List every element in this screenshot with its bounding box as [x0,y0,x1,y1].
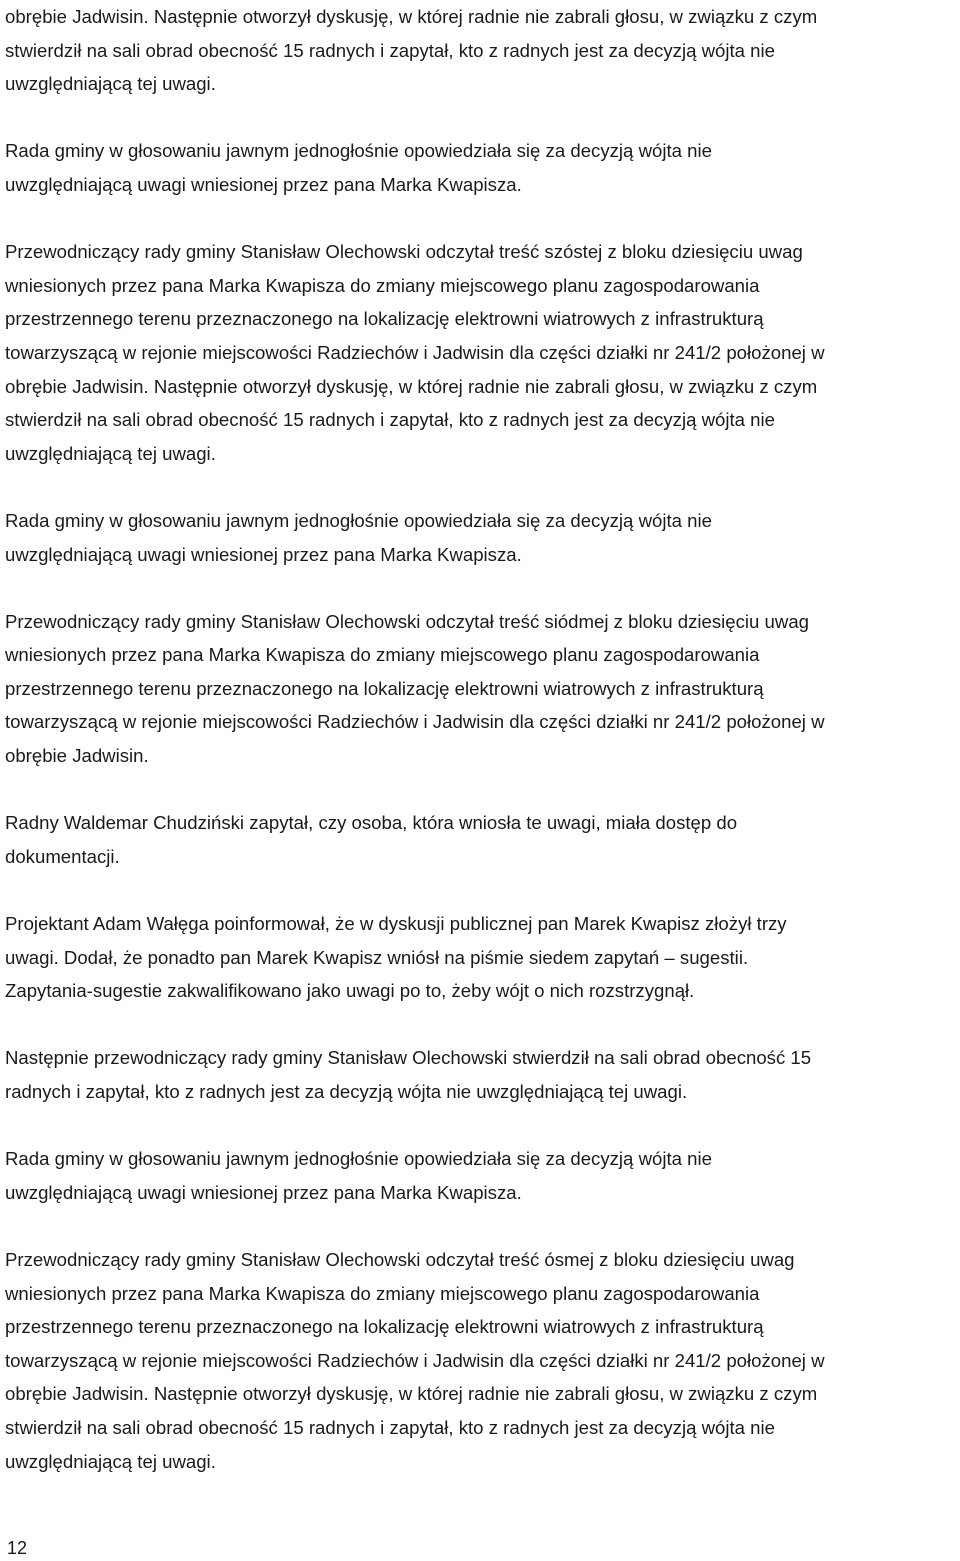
text-line: uwzględniającą tej uwagi. [5,1450,216,1472]
text-line: Zapytania-sugestie zakwalifikowano jako uwagi po to, żeby wójt o nich rozstrzygnął. [5,980,695,1002]
text-line: wniesionych przez pana Marka Kwapisza do zmiany miejscowego planu zagospodarowania [5,644,760,666]
paragraph-p3 [5,235,957,470]
text-line: wniesionych przez pana Marka Kwapisza do zmiany miejscowego planu zagospodarowania [5,1282,760,1304]
text-line: radnych i zapytał, kto z radnych jest za decyzją wójta nie uwzględniającą tej uwagi. [5,1081,688,1102]
text-line: uwzględniającą uwagi wniesionej przez pana Marka Kwapisza. [5,1181,522,1203]
paragraph-p4 [5,504,957,571]
text-line: przestrzennego terenu przeznaczonego na lokalizację elektrowni wiatrowych z infrastrukturą [5,308,764,330]
paragraph-p9 [5,1142,957,1209]
paragraph-spacer [5,1209,957,1243]
text-line: Projektant Adam Wałęga poinformował, że w dyskusji publicznej pan Marek Kwapisz złożył trzy [5,913,787,935]
text-line: uwzględniającą tej uwagi. [5,73,216,95]
paragraph-p6 [5,806,957,873]
text-line: obrębie Jadwisin. [5,745,149,767]
text-line: obrębie Jadwisin. Następnie otworzył dyskusję, w której radnie nie zabrali głosu, w związku z czym [5,1383,818,1405]
paragraph-p8 [5,1041,957,1108]
text-line: obrębie Jadwisin. Następnie otworzył dyskusję, w której radnie nie zabrali głosu, w związku z czym [5,6,818,27]
text-line: uwzględniającą uwagi wniesionej przez pana Marka Kwapisza. [5,173,522,195]
paragraph-p5 [5,605,957,773]
text-line: uwagi. Dodał, że ponadto pan Marek Kwapisz wniósł na piśmie siedem zapytań – sugestii. [5,946,749,968]
paragraph-spacer [5,873,957,907]
text-line: stwierdził na sali obrad obecność 15 radnych i zapytał, kto z radnych jest za decyzją wójta nie [5,39,775,61]
paragraph-p1 [5,0,957,101]
document-body [5,0,957,1478]
text-line: Następnie przewodniczący rady gminy Stanisław Olechowski stwierdził na sali obrad obecność 15 [5,1047,812,1069]
text-line: przestrzennego terenu przeznaczonego na lokalizację elektrowni wiatrowych z infrastrukturą [5,677,764,699]
text-line: uwzględniającą uwagi wniesionej przez pana Marka Kwapisza. [5,543,522,565]
text-line: Radny Waldemar Chudziński zapytał, czy osoba, która wniosła te uwagi, miała dostęp do [5,812,738,834]
paragraph-p2 [5,134,957,201]
text-line: Rada gminy w głosowaniu jawnym jednogłośnie opowiedziała się za decyzją wójta nie [5,509,712,531]
text-line: stwierdził na sali obrad obecność 15 radnych i zapytał, kto z radnych jest za decyzją wójta nie [5,409,775,431]
paragraph-spacer [5,202,957,236]
paragraph-spacer [5,101,957,135]
text-line: dokumentacji. [5,845,120,867]
text-line: towarzyszącą w rejonie miejscowości Radziechów i Jadwisin dla części działki nr 241/2 położonej w [5,341,825,363]
text-line: Rada gminy w głosowaniu jawnym jednogłośnie opowiedziała się za decyzją wójta nie [5,140,712,162]
text-line: Przewodniczący rady gminy Stanisław Olechowski odczytał treść siódmej z bloku dziesięciu uwag [5,610,809,632]
text-line: stwierdził na sali obrad obecność 15 radnych i zapytał, kto z radnych jest za decyzją wójta nie [5,1416,775,1438]
paragraph-p10 [5,1243,957,1478]
text-line: przestrzennego terenu przeznaczonego na lokalizację elektrowni wiatrowych z infrastrukturą [5,1316,764,1338]
paragraph-p7 [5,907,957,1008]
text-line: towarzyszącą w rejonie miejscowości Radziechów i Jadwisin dla części działki nr 241/2 położonej w [5,1349,825,1371]
paragraph-spacer [5,773,957,807]
text-line: wniesionych przez pana Marka Kwapisza do zmiany miejscowego planu zagospodarowania [5,274,760,296]
paragraph-spacer [5,470,957,504]
text-line: uwzględniającą tej uwagi. [5,442,216,464]
page-number: 12 [7,1538,28,1558]
document-page [5,0,957,1478]
paragraph-spacer [5,1008,957,1042]
paragraph-spacer [5,1109,957,1143]
text-line: Rada gminy w głosowaniu jawnym jednogłośnie opowiedziała się za decyzją wójta nie [5,1148,712,1170]
paragraph-spacer [5,571,957,605]
text-line: Przewodniczący rady gminy Stanisław Olechowski odczytał treść szóstej z bloku dziesięciu uwag [5,241,803,263]
text-line: Przewodniczący rady gminy Stanisław Olechowski odczytał treść ósmej z bloku dziesięciu uwag [5,1248,795,1270]
text-line: towarzyszącą w rejonie miejscowości Radziechów i Jadwisin dla części działki nr 241/2 położonej w [5,711,825,733]
text-line: obrębie Jadwisin. Następnie otworzył dyskusję, w której radnie nie zabrali głosu, w związku z czym [5,375,818,397]
